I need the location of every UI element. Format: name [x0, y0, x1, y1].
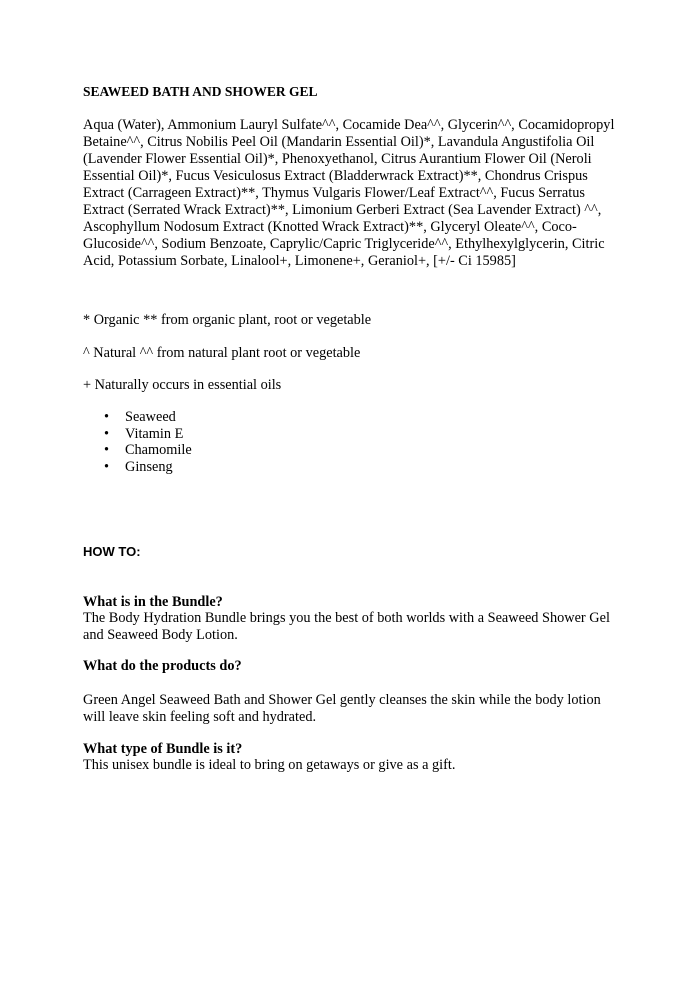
bundle-contents-answer: The Body Hydration Bundle brings you the best of both worlds with a Seaweed Shower Gel and Seaweed Body Lotion. [83, 610, 610, 643]
how-to-heading: HOW TO: [83, 544, 141, 559]
list-item-label: Chamomile [125, 442, 192, 458]
product-function-answer: Green Angel Seaweed Bath and Shower Gel gently cleanses the skin while the body lotion will leave skin feeling soft and hydrated. [83, 692, 601, 725]
list-item [83, 442, 192, 459]
bundle-type-answer: This unisex bundle is ideal to bring on getaways or give as a gift. [83, 757, 456, 773]
bundle-type-question: What type of Bundle is it? [83, 741, 243, 757]
bullet-icon: • [104, 425, 110, 442]
bullet-icon: • [104, 458, 110, 475]
bullet-icon: • [104, 409, 110, 425]
list-item [83, 459, 192, 476]
product-title: SEAWEED BATH AND SHOWER GEL [83, 84, 318, 99]
essential-oils-note: + Naturally occurs in essential oils [83, 377, 282, 393]
ingredients-list: Aqua (Water), Ammonium Lauryl Sulfate^^, Cocamide Dea^^, Glycerin^^, Cocamidopropyl Betaine^^, Citrus Nobilis Peel Oil (Mandarin Essential Oil)*, Lavandula Angustifolia Oil (Lavender Flower Essential Oil)*, Phenoxyethanol, Citrus Aurantium Flower Oil (Neroli Essential Oil)*, Fucus Vesiculosus Extract (Bladderwrack Extract)**, Chondrus Crispus Extract (Carrageen Extract)**, Thymus Vulgaris Flower/Leaf Extract^^, Fucus Serratus Extract (Serrated Wrack Extract)**, Limonium Gerberi Extract (Sea Lavender Extract) ^^, Ascophyllum Nodosum Extract (Knotted Wrack Extract)**, Glyceryl Oleate^^, Coco- Glucoside^^, Sodium Benzoate, Caprylic/Capric Triglyceride^^, Ethylhexylglycerin, Citric Acid, Potassium Sorbate, Linalool+, Limonene+, Geraniol+, [+/- Ci 15985] [83, 117, 615, 269]
key-ingredients-list [83, 409, 192, 475]
natural-note: ^ Natural ^^ from natural plant root or vegetable [83, 345, 361, 361]
organic-note: * Organic ** from organic plant, root or vegetable [83, 312, 372, 328]
bullet-icon: • [104, 442, 110, 458]
list-item [83, 426, 192, 443]
list-item-label: Ginseng [125, 458, 173, 475]
list-item [83, 409, 192, 426]
list-item-label: Seaweed [125, 409, 176, 425]
bundle-contents-question: What is in the Bundle? [83, 594, 223, 610]
list-item-label: Vitamin E [125, 425, 184, 442]
product-function-question: What do the products do? [83, 658, 242, 674]
